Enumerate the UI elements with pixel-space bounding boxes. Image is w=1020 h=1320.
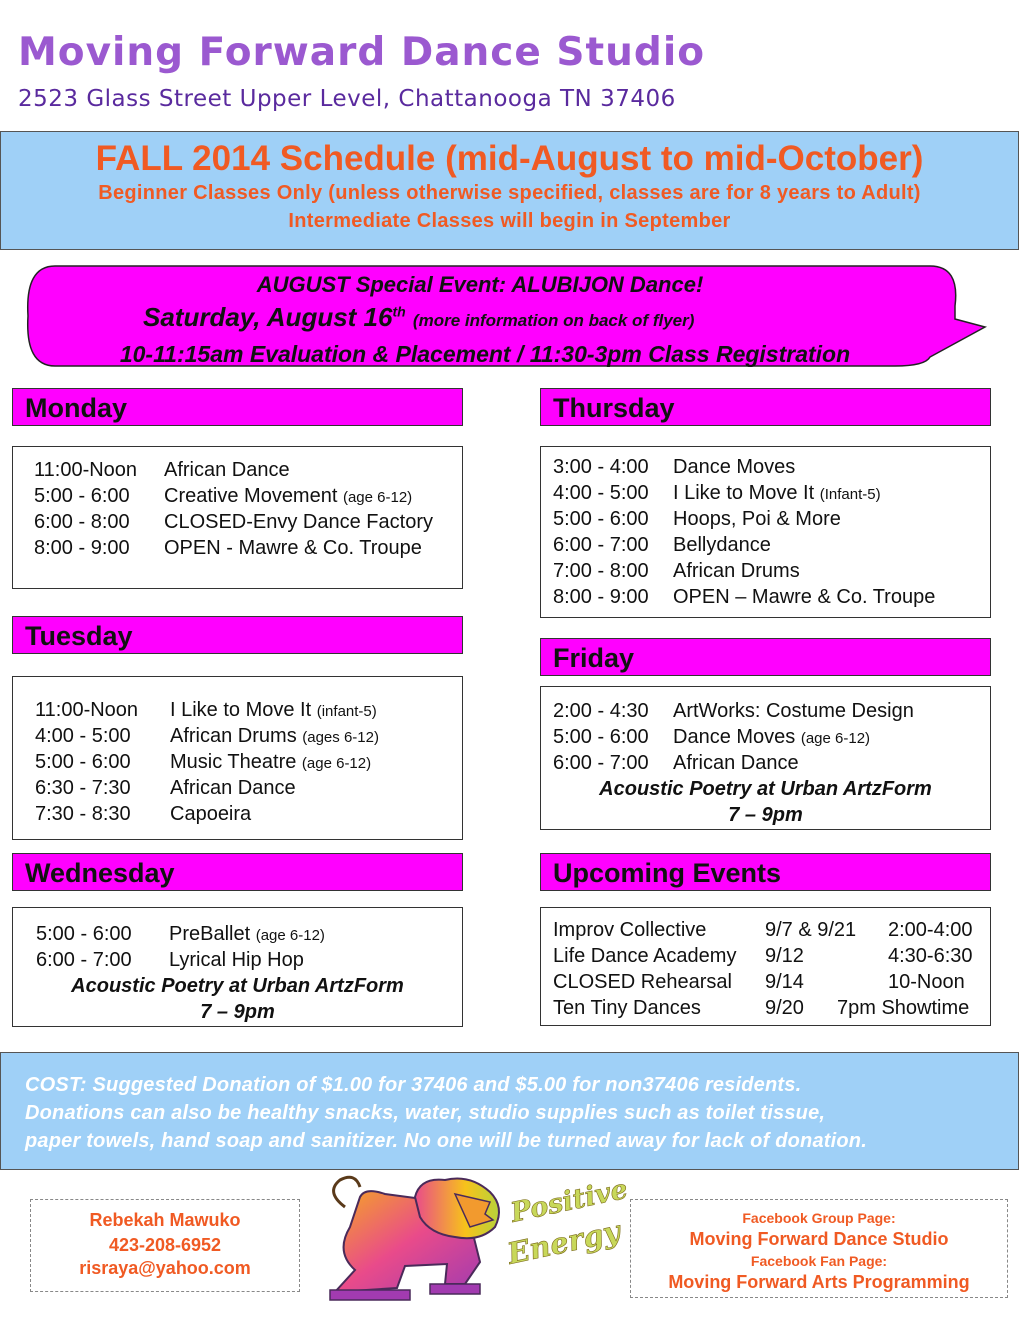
schedule-class (673, 726, 870, 749)
facebook-group-link[interactable]: Moving Forward Dance Studio (689, 1229, 949, 1249)
schedule-subtitle: Beginner Classes Only (unless otherwise specified, classes are for 8 years to Adult) (98, 182, 921, 204)
special-event-date (143, 302, 694, 333)
schedule-time: 6:00 - 7:00 (36, 949, 132, 971)
cost-line: COST: Suggested Donation of $1.00 for 37406 and $5.00 for non37406 residents. (25, 1074, 802, 1096)
event-time: 7pm Showtime (837, 997, 970, 1019)
schedule-class (169, 949, 304, 972)
poetry-event-note: Acoustic Poetry at Urban ArtzForm (599, 778, 932, 800)
schedule-class (673, 700, 914, 723)
schedule-time: 6:00 - 7:00 (553, 752, 649, 774)
event-time: 2:00-4:00 (888, 919, 973, 941)
schedule-class (673, 508, 841, 531)
schedule-class (673, 456, 795, 479)
class-name: Capoeira (170, 803, 252, 825)
schedule-time: 7:00 - 8:00 (553, 560, 649, 582)
wednesday-header: Wednesday (12, 853, 463, 891)
event-name: Improv Collective (553, 919, 707, 941)
event-time: 4:30-6:30 (888, 945, 973, 967)
class-age-note: (age 6-12) (342, 489, 413, 506)
special-event-title: AUGUST Special Event: ALUBIJON Dance! (256, 272, 704, 297)
event-date: 9/12 (765, 945, 804, 967)
contact-card (30, 1199, 300, 1292)
class-name: Music Theatre (170, 751, 302, 773)
schedule-class (170, 777, 296, 800)
event-name: Life Dance Academy (553, 945, 737, 967)
schedule-time: 2:00 - 4:30 (553, 700, 649, 722)
facebook-fan-label: Facebook Fan Page: (750, 1253, 888, 1269)
schedule-time: 5:00 - 6:00 (553, 726, 649, 748)
event-date-note: (more information on back of flyer) (412, 311, 695, 330)
schedule-class (673, 560, 800, 583)
schedule-class (164, 485, 412, 508)
thursday-schedule (540, 446, 991, 618)
contact-name: Rebekah Mawuko (89, 1210, 241, 1230)
contact-email[interactable]: risraya@yahoo.com (79, 1258, 251, 1278)
schedule-title: FALL 2014 Schedule (mid-August to mid-October) (95, 139, 924, 178)
cost-banner (0, 1052, 1019, 1170)
class-name: Dance Moves (673, 726, 801, 748)
cost-line: paper towels, hand soap and sanitizer. No one will be turned away for lack of donation. (25, 1130, 867, 1152)
logo-text-positive: Positive (508, 1173, 631, 1229)
friday-schedule (540, 686, 991, 830)
schedule-time: 6:30 - 7:30 (35, 777, 131, 799)
upcoming-events-header: Upcoming Events (540, 853, 991, 891)
poetry-event-time: 7 – 9pm (728, 804, 803, 826)
logo-text-energy: Energy (504, 1213, 624, 1271)
class-name: Hoops, Poi & More (673, 508, 841, 530)
contact-phone[interactable]: 423-208-6952 (108, 1235, 222, 1255)
schedule-time: 6:00 - 8:00 (34, 511, 130, 533)
thursday-header: Thursday (540, 388, 991, 426)
monday-schedule (12, 446, 463, 589)
event-date: 9/7 & 9/21 (765, 919, 857, 941)
schedule-class (164, 459, 290, 482)
poetry-event-time: 7 – 9pm (200, 1001, 275, 1023)
event-date-suffix: th (392, 303, 406, 320)
class-name: OPEN - Mawre & Co. Troupe (164, 537, 422, 559)
tuesday-schedule (12, 676, 463, 840)
class-age-note: (age 6-12) (301, 755, 372, 772)
schedule-time: 5:00 - 6:00 (35, 751, 131, 773)
schedule-time: 11:00-Noon (34, 459, 138, 481)
class-name: I Like to Move It (170, 699, 317, 721)
friday-header: Friday (540, 638, 991, 676)
schedule-time: 7:30 - 8:30 (35, 803, 131, 825)
schedule-time: 5:00 - 6:00 (34, 485, 130, 507)
class-name: I Like to Move It (673, 482, 820, 504)
event-date: 9/20 (765, 997, 804, 1019)
class-name: African Dance (164, 459, 290, 481)
class-name: Dance Moves (673, 456, 796, 478)
monday-header: Monday (12, 388, 463, 426)
class-name: African Dance (673, 752, 799, 774)
facebook-card (630, 1199, 1008, 1298)
schedule-class (170, 751, 371, 774)
class-age-note: (Infant-5) (819, 486, 881, 503)
class-name: Lyrical Hip Hop (169, 949, 304, 971)
facebook-group-label: Facebook Group Page: (742, 1210, 896, 1226)
class-name: Creative Movement (164, 485, 343, 507)
schedule-note: Intermediate Classes will begin in September (288, 210, 731, 232)
schedule-time: 6:00 - 7:00 (553, 534, 649, 556)
schedule-time: 3:00 - 4:00 (553, 456, 649, 478)
class-name: CLOSED-Envy Dance Factory (164, 511, 433, 533)
class-name: African Drums (170, 725, 303, 747)
schedule-class (170, 803, 251, 826)
schedule-time: 5:00 - 6:00 (36, 923, 132, 945)
facebook-fan-link[interactable]: Moving Forward Arts Programming (668, 1272, 970, 1292)
schedule-time: 8:00 - 9:00 (34, 537, 130, 559)
schedule-class (164, 511, 433, 534)
class-age-note: (age 6-12) (800, 730, 871, 747)
schedule-time: 4:00 - 5:00 (553, 482, 649, 504)
class-age-note: (ages 6-12) (302, 729, 379, 746)
class-name: PreBallet (169, 923, 256, 945)
event-name: CLOSED Rehearsal (553, 971, 732, 993)
schedule-time: 11:00-Noon (35, 699, 139, 721)
event-date: 9/14 (765, 971, 804, 993)
class-name: African Drums (673, 560, 800, 582)
special-event-times: 10-11:15am Evaluation & Placement / 11:30-3pm Class Registration (119, 341, 851, 367)
event-time: 10-Noon (888, 971, 965, 993)
schedule-time: 4:00 - 5:00 (35, 725, 131, 747)
tuesday-header: Tuesday (12, 616, 463, 654)
schedule-time: 5:00 - 6:00 (553, 508, 649, 530)
class-name: Bellydance (673, 534, 771, 556)
event-name: Ten Tiny Dances (553, 997, 701, 1019)
schedule-class (170, 725, 379, 748)
schedule-class (164, 537, 422, 560)
studio-address: 2523 Glass Street Upper Level, Chattanooga TN 37406 (18, 86, 676, 112)
cost-line: Donations can also be healthy snacks, water, studio supplies such as toilet tissue, (25, 1102, 826, 1124)
class-name: OPEN – Mawre & Co. Troupe (673, 586, 936, 608)
lion-logo-icon (305, 1172, 635, 1307)
poetry-event-note: Acoustic Poetry at Urban ArtzForm (71, 975, 404, 997)
upcoming-events-list (540, 907, 991, 1026)
schedule-class (673, 534, 771, 557)
schedule-class (673, 482, 881, 505)
schedule-time: 8:00 - 9:00 (553, 586, 649, 608)
schedule-class (673, 586, 935, 609)
class-age-note: (infant-5) (316, 703, 377, 720)
class-age-note: (age 6-12) (255, 927, 325, 944)
schedule-class (169, 923, 325, 946)
class-name: ArtWorks: Costume Design (673, 700, 914, 722)
wednesday-schedule (12, 907, 463, 1027)
studio-name: Moving Forward Dance Studio (18, 30, 705, 75)
schedule-banner (0, 131, 1019, 250)
class-name: African Dance (170, 777, 296, 799)
event-date-text: Saturday, August 16 (143, 302, 393, 332)
schedule-class (170, 699, 377, 722)
schedule-class (673, 752, 799, 775)
